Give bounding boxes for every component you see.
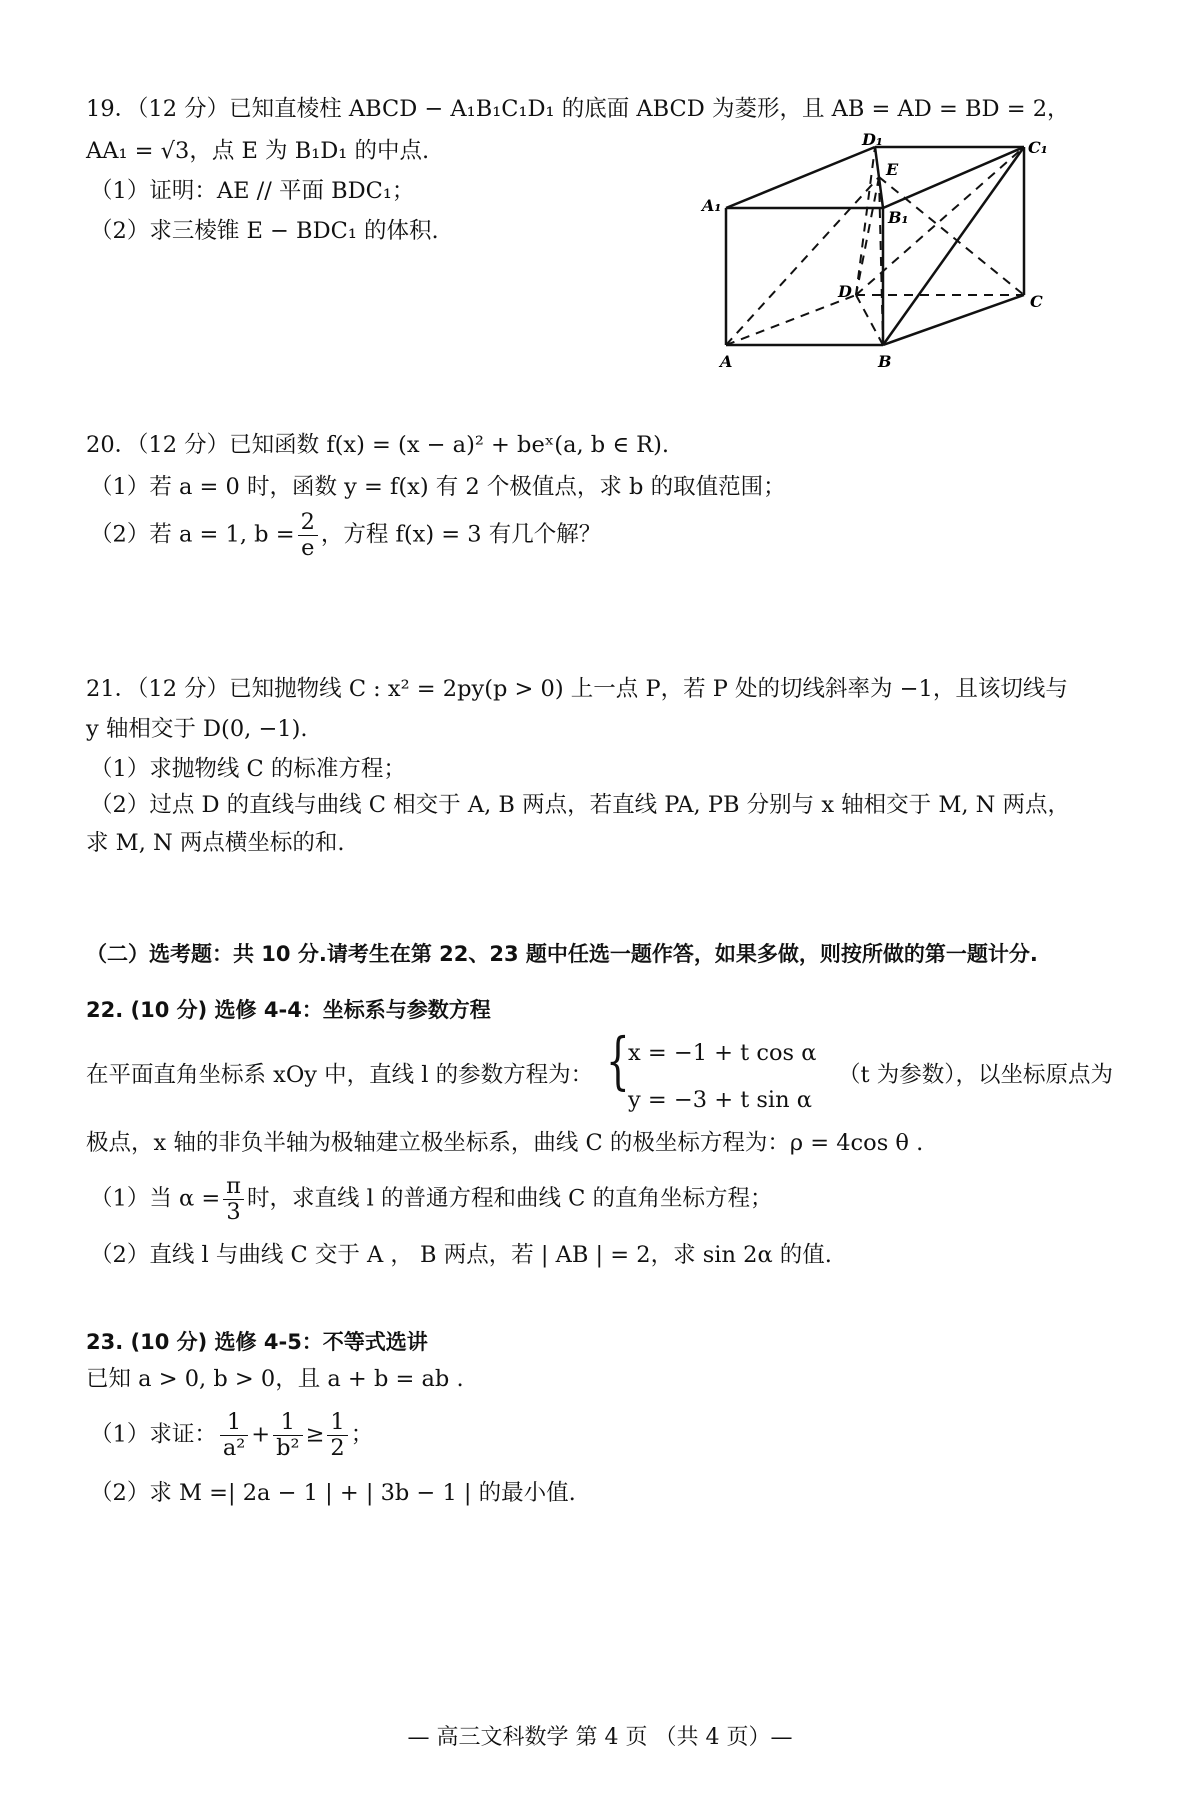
q22-part1 bbox=[90, 1174, 773, 1225]
label-c1: C₁ bbox=[1028, 138, 1048, 157]
q19-line2: AA₁ = √3，点 E 为 B₁D₁ 的中点. bbox=[86, 138, 430, 164]
q22-line1-prefix: 在平面直角坐标系 xOy 中，直线 l 的参数方程为： bbox=[86, 1062, 594, 1088]
segment-dc1 bbox=[856, 147, 1024, 295]
q19-part1: （1）证明：AE // 平面 BDC₁； bbox=[90, 178, 415, 204]
q20-part2-prefix: （2）若 a = 1, b = bbox=[90, 521, 295, 548]
q20-fraction bbox=[298, 510, 318, 561]
q23-fraction-2-num: 1 bbox=[273, 1410, 302, 1436]
q23-part1 bbox=[90, 1410, 373, 1461]
label-a1: A₁ bbox=[702, 196, 722, 215]
q21-line1: 21．（12 分）已知抛物线 C : x² = 2py(p > 0) 上一点 P，若 P 处的切线斜率为 −1，且该切线与 bbox=[86, 676, 1068, 702]
segment-db bbox=[856, 295, 883, 345]
q22-equation-y: y = −3 + t sin α bbox=[628, 1087, 812, 1113]
q23-fraction-3-num: 1 bbox=[327, 1410, 347, 1436]
label-d1: D₁ bbox=[862, 130, 883, 149]
q22-line1-suffix: （t 为参数），以坐标原点为 bbox=[838, 1062, 1113, 1088]
segment-ae bbox=[726, 177, 879, 345]
segment-ec bbox=[879, 177, 1024, 295]
q20-fraction-den: e bbox=[301, 534, 315, 561]
q20-part2-suffix: ，方程 f(x) = 3 有几个解？ bbox=[320, 521, 602, 548]
q22-fraction-den: 3 bbox=[226, 1198, 241, 1225]
q22-part1-prefix: （1）当 α = bbox=[90, 1185, 221, 1212]
edge-a1d1 bbox=[726, 147, 875, 208]
q19-line1: 19．（12 分）已知直棱柱 ABCD − A₁B₁C₁D₁ 的底面 ABCD 为菱形，且 AB = AD = BD = 2， bbox=[86, 96, 1070, 122]
prism-figure bbox=[690, 130, 1090, 425]
q23-fraction-1-den: a² bbox=[222, 1434, 246, 1461]
q22-part1-suffix: 时，求直线 l 的普通方程和曲线 C 的直角坐标方程； bbox=[246, 1185, 773, 1212]
q20-part1: （1）若 a = 0 时，函数 y = f(x) 有 2 个极值点，求 b 的取值范围； bbox=[90, 474, 786, 500]
q22-system-brace: { bbox=[606, 1024, 630, 1097]
q22-equation-x: x = −1 + t cos α bbox=[628, 1040, 817, 1066]
label-d: D bbox=[838, 282, 852, 301]
q23-part1-prefix: （1）求证： bbox=[90, 1421, 217, 1448]
q21-part1: （1）求抛物线 C 的标准方程； bbox=[90, 756, 406, 782]
label-b1: B₁ bbox=[888, 208, 909, 227]
q21-part2a: （2）过点 D 的直线与曲线 C 相交于 A, B 两点，若直线 PA, PB 分别与 x 轴相交于 M, N 两点， bbox=[90, 792, 1071, 818]
segment-ed bbox=[856, 177, 879, 295]
q23-part2: （2）求 M =| 2a − 1 | + | 3b − 1 | 的最小值. bbox=[90, 1480, 576, 1506]
q23-fraction-1-num: 1 bbox=[220, 1410, 248, 1436]
q23-title: 23. (10 分) 选修 4-5：不等式选讲 bbox=[86, 1330, 428, 1354]
q23-fraction-2-den: b² bbox=[276, 1434, 300, 1461]
q22-fraction bbox=[223, 1174, 244, 1225]
section2-heading: （二）选考题：共 10 分.请考生在第 22、23 题中任选一题作答，如果多做，则按所做的第一题计分. bbox=[86, 942, 1038, 966]
label-c: C bbox=[1030, 292, 1043, 311]
q23-fraction-3-den: 2 bbox=[330, 1434, 345, 1461]
label-e: E bbox=[886, 160, 899, 179]
q23-geq: ≥ bbox=[305, 1421, 325, 1448]
q22-fraction-num: π bbox=[223, 1174, 244, 1200]
edge-ad bbox=[726, 295, 856, 345]
q21-line2: y 轴相交于 D(0, −1). bbox=[86, 716, 308, 742]
edge-bc bbox=[883, 295, 1024, 345]
page-footer: — 高三文科数学 第 4 页 （共 4 页）— bbox=[407, 1725, 793, 1750]
q23-fraction-3 bbox=[327, 1410, 347, 1461]
q21-part2b: 求 M, N 两点横坐标的和. bbox=[86, 830, 345, 856]
q19-part2: （2）求三棱锥 E − BDC₁ 的体积. bbox=[90, 218, 439, 244]
q22-line2: 极点，x 轴的非负半轴为极轴建立极坐标系，曲线 C 的极坐标方程为：ρ = 4cos θ . bbox=[86, 1130, 924, 1156]
q20-line1: 20．（12 分）已知函数 f(x) = (x − a)² + beˣ(a, b ∈ R). bbox=[86, 432, 670, 458]
label-b: B bbox=[878, 352, 892, 371]
q20-fraction-num: 2 bbox=[298, 510, 318, 536]
q23-line1: 已知 a > 0, b > 0，且 a + b = ab . bbox=[86, 1366, 464, 1392]
edge-dd1 bbox=[856, 147, 875, 295]
q22-title: 22. (10 分) 选修 4-4：坐标系与参数方程 bbox=[86, 998, 491, 1022]
q23-fraction-1 bbox=[220, 1410, 248, 1461]
label-a: A bbox=[720, 352, 733, 371]
q23-plus: + bbox=[251, 1421, 271, 1448]
q23-part1-suffix: ； bbox=[350, 1421, 374, 1448]
q20-part2 bbox=[90, 510, 601, 561]
q22-part2: （2）直线 l 与曲线 C 交于 A ， B 两点，若 | AB | = 2，求 sin 2α 的值. bbox=[90, 1242, 832, 1268]
q23-fraction-2 bbox=[273, 1410, 302, 1461]
